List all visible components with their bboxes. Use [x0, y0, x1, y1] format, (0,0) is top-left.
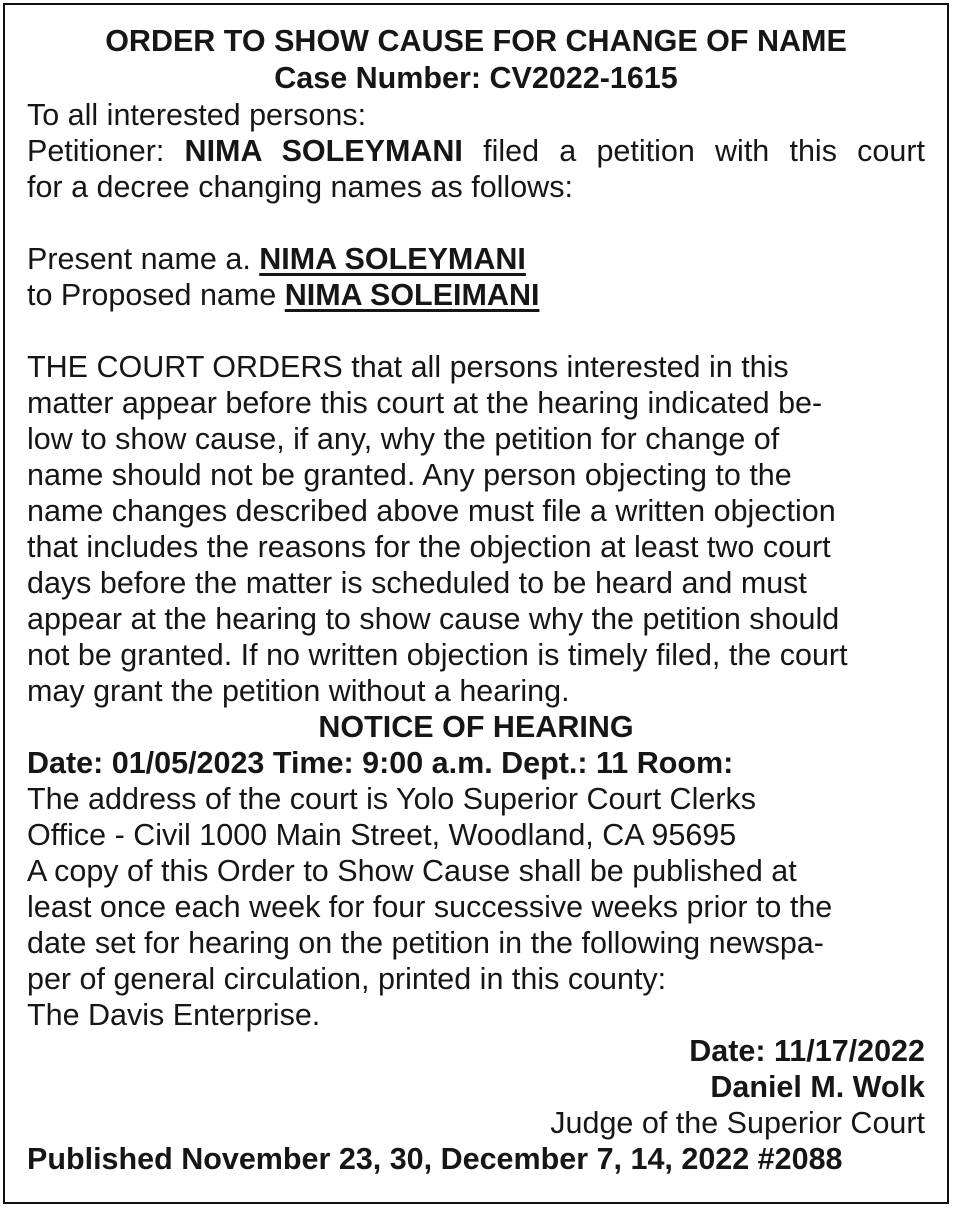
order-line: not be granted. If no written objection is timely filed, the court	[27, 638, 848, 672]
publication-line: date set for hearing on the petition in the following newspa-	[27, 926, 824, 960]
signature-date: Date: 11/17/2022	[689, 1034, 925, 1068]
order-line: name should not be granted. Any person objecting to the	[27, 458, 792, 492]
decree-line: for a decree changing names as follows:	[27, 170, 573, 204]
present-name-value: NIMA SOLEYMANI	[259, 242, 526, 276]
spacer	[27, 313, 925, 349]
publication-line: A copy of this Order to Show Cause shall be published at	[27, 854, 797, 888]
present-name-label: Present name a.	[27, 242, 260, 276]
hearing-heading: NOTICE OF HEARING	[318, 710, 634, 744]
order-line: THE COURT ORDERS that all persons interested in this	[27, 350, 789, 384]
publication-line: per of general circulation, printed in this county:	[27, 962, 667, 996]
judge-title: Judge of the Superior Court	[550, 1106, 925, 1140]
spacer	[27, 205, 925, 241]
hearing-details: Date: 01/05/2023 Time: 9:00 a.m. Dept.: 11 Room:	[27, 746, 734, 780]
legal-notice	[3, 3, 949, 1204]
order-line: name changes described above must file a written objection	[27, 494, 836, 528]
proposed-name-value: NIMA SOLEIMANI	[284, 278, 540, 312]
order-line: days before the matter is scheduled to be heard and must	[27, 566, 807, 600]
proposed-name-label: to Proposed name	[27, 278, 285, 312]
published-dates: Published November 23, 30, December 7, 14, 2022 #2088	[27, 1142, 843, 1176]
order-line: that includes the reasons for the objection at least two court	[27, 530, 831, 564]
newspaper-name: The Davis Enterprise.	[27, 998, 321, 1032]
case-number: Case Number: CV2022-1615	[274, 61, 678, 95]
order-line: appear at the hearing to show cause why the petition should	[27, 602, 840, 636]
notice-title: ORDER TO SHOW CAUSE FOR CHANGE OF NAME	[105, 24, 847, 58]
petitioner-label: Petitioner:	[27, 134, 185, 168]
order-line: matter appear before this court at the hearing indicated be-	[27, 386, 823, 420]
court-order-paragraph	[27, 349, 925, 709]
publication-line: least once each week for four successive weeks prior to the	[27, 890, 833, 924]
court-address-line: The address of the court is Yolo Superior Court Clerks	[27, 782, 756, 816]
proposed-name-line	[27, 277, 925, 313]
greeting: To all interested persons:	[27, 98, 367, 132]
order-line: may grant the petition without a hearing.	[27, 674, 570, 708]
judge-name: Daniel M. Wolk	[710, 1070, 925, 1104]
present-name-line	[27, 241, 925, 277]
petitioner-line	[27, 133, 925, 169]
publication-paragraph	[27, 853, 925, 997]
petitioner-rest: filed a petition with this court	[462, 134, 925, 168]
petitioner-name: NIMA SOLEYMANI	[184, 134, 463, 168]
order-line: low to show cause, if any, why the petition for change of	[27, 422, 780, 456]
court-address-line: Office - Civil 1000 Main Street, Woodland, CA 95695	[27, 818, 737, 852]
